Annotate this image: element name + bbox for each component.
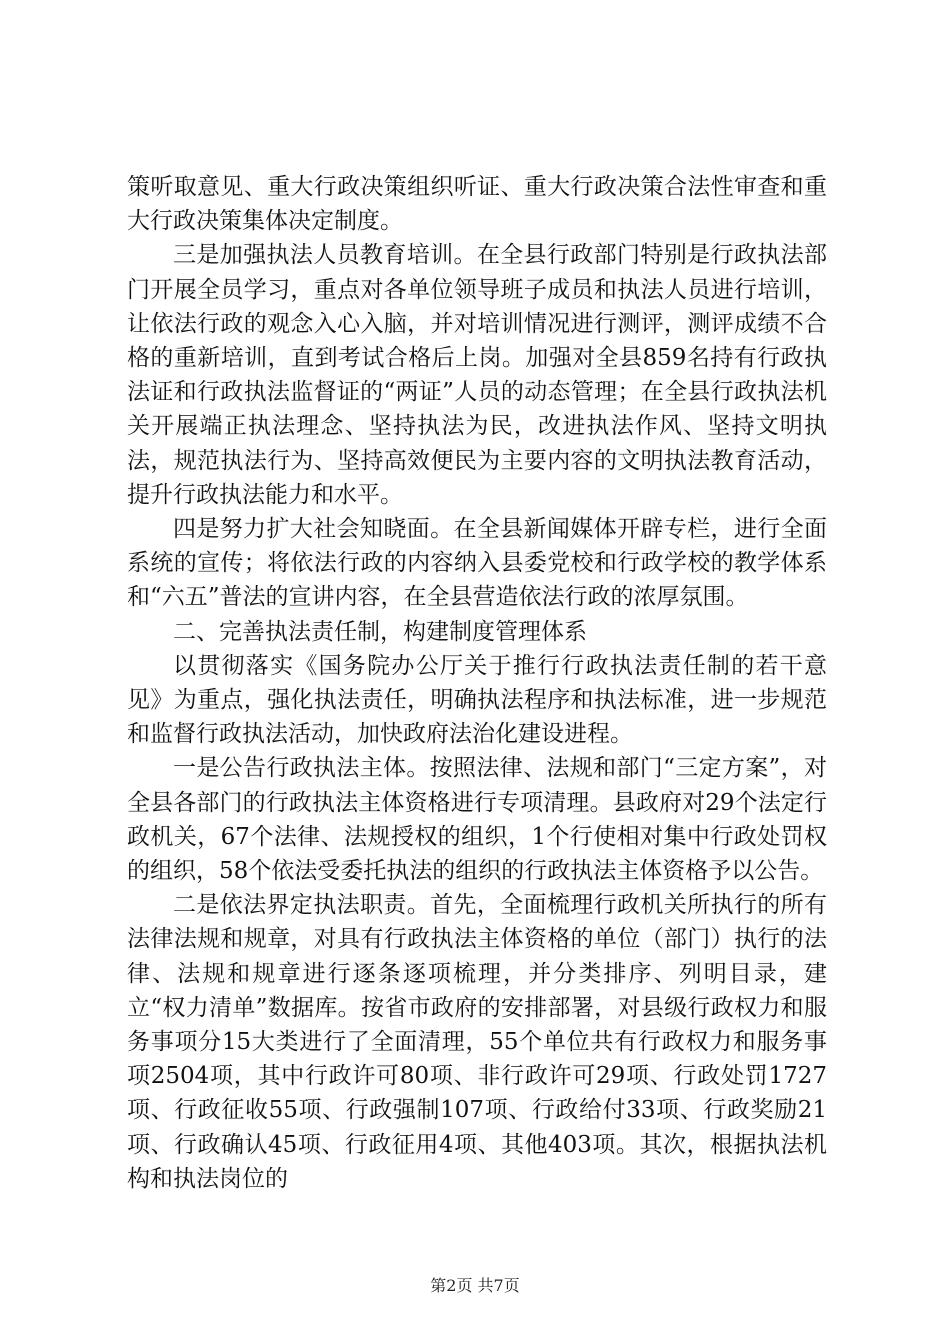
document-body — [127, 170, 827, 1196]
paragraph-announce-subject: 一是公告行政执法主体。按照法律、法规和部门“三定方案”，对全县各部门的行政执法主体资格进行专项清理。县政府对29个法定行政机关，67个法律、法规授权的组织，1个行使相对集中行政处罚权的组织，58个依法受委托执法的组织的行政执法主体资格予以公告。 — [127, 755, 827, 885]
page-footer: 第2页 共7页 — [430, 1276, 520, 1295]
paragraph-intro: 以贯彻落实《国务院办公厅关于推行行政执法责任制的若干意见》为重点，强化执法责任，明确执法程序和执法标准，进一步规范和监督行政执法活动，加快政府法治化建设进程。 — [127, 652, 827, 748]
paragraph-continuation: 策听取意见、重大行政决策组织听证、重大行政决策合法性审查和重大行政决策集体决定制度。 — [127, 174, 827, 235]
paragraph-training: 三是加强执法人员教育培训。在全县行政部门特别是行政执法部门开展全员学习，重点对各单位领导班子成员和执法人员进行培训，让依法行政的观念入心入脑，并对培训情况进行测评，测评成绩不合格的重新培训，直到考试合格后上岗。加强对全县859名持有行政执法证和行政执法监督证的“两证”人员的动态管理；在全县行政执法机关开展端正执法理念、坚持执法为民，改进执法作风、坚持文明执法，规范执法行为、坚持高效便民为主要内容的文明执法教育活动，提升行政执法能力和水平。 — [127, 242, 827, 508]
section-heading: 二、完善执法责任制，构建制度管理体系 — [173, 618, 587, 645]
paragraph-define-duties: 二是依法界定执法职责。首先，全面梳理行政机关所执行的所有法律法规和规章，对具有行政执法主体资格的单位（部门）执行的法律、法规和规章进行逐条逐项梳理，并分类排序、列明目录，建立“权力清单”数据库。按省市政府的安排部署，对县级行政权力和服务事项分15大类进行了全面清理，55个单位共有行政权力和服务事项2504项，其中行政许可80项、非行政许可29项、行政处罚1727项、行政征收55项、行政强制107项、行政给付33项、行政奖励21项、行政确认45项、行政征用4项、其他403项。其次，根据执法机构和执法岗位的 — [127, 892, 827, 1192]
paragraph-publicity: 四是努力扩大社会知晓面。在全县新闻媒体开辟专栏，进行全面系统的宣传；将依法行政的内容纳入县委党校和行政学校的教学体系和“六五”普法的宣讲内容，在全县营造依法行政的浓厚氛围。 — [127, 516, 827, 611]
